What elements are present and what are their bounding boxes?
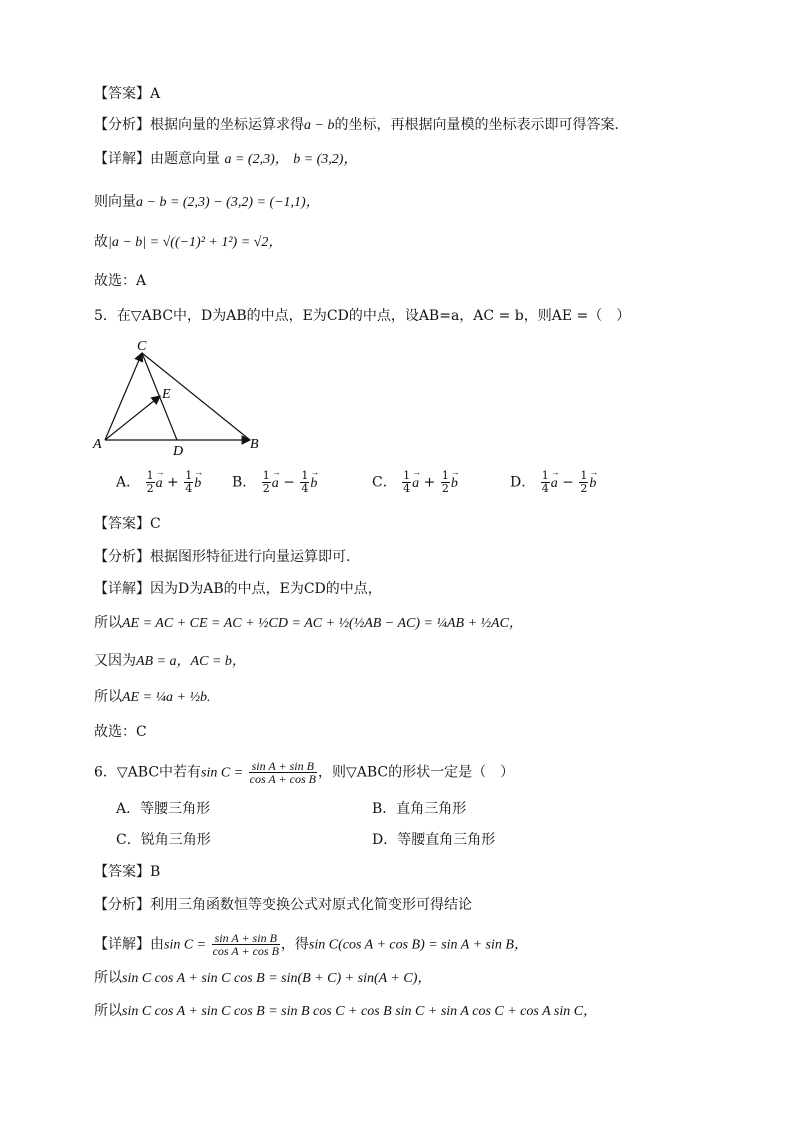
option-b[interactable] [232, 470, 317, 495]
so-text: 所以 [94, 615, 122, 631]
q4-therefore-line [94, 232, 282, 253]
so-text: 所以 [94, 970, 122, 986]
q4-then-line [94, 192, 320, 213]
stem-den: cos A + cos B [249, 772, 316, 786]
frac-den: 4 [403, 482, 411, 495]
vector-a: → a [551, 476, 558, 492]
frac-num: 1 [146, 469, 154, 482]
option-letter: C． [372, 474, 397, 491]
q6-so2-line [94, 1001, 597, 1022]
label-b: B [250, 437, 259, 452]
q6-analysis-line [94, 895, 472, 915]
detail-text: ，得 [280, 936, 309, 953]
answer-tag: 【答案】 [94, 516, 150, 532]
so-expr: sin C cos A + sin C cos B = sin(B + C) + sin(A + C)， [122, 971, 432, 986]
stem-text: 6．▽ABC中若有 [94, 764, 202, 781]
q5-so-line [94, 613, 523, 634]
detail-lhs: sin C = [164, 937, 207, 953]
triangle-diagram [90, 335, 270, 460]
analysis-text: 根据向量的坐标运算求得 [150, 117, 304, 133]
frac-den: 2 [441, 482, 449, 495]
detail-text: 因为D为AB的中点，E为CD的中点， [150, 581, 382, 597]
q4-choose-line [94, 271, 146, 291]
edge-ac [105, 353, 142, 440]
frac-den: 4 [185, 482, 193, 495]
analysis-tag: 【分析】 [94, 549, 150, 565]
stem-num: sin A + sin B [249, 760, 317, 773]
q5-detail-line [94, 579, 382, 599]
stem-text: ，则▽ABC的形状一定是（ ） [317, 764, 515, 781]
option-text: 等腰直角三角形 [397, 832, 496, 848]
operator: + [423, 474, 436, 491]
therefore-text: 故 [94, 234, 108, 250]
option-text: 锐角三角形 [140, 832, 211, 848]
q6-stem [94, 760, 514, 785]
frac-den: 4 [541, 482, 549, 495]
option-a[interactable] [116, 470, 201, 495]
detail-a: a = (2,3)， [224, 152, 289, 167]
label-d: D [173, 444, 184, 459]
vector-a: → a [272, 476, 279, 492]
q4-answer-line [94, 84, 160, 104]
q5-analysis-line [94, 547, 350, 567]
analysis-text: 的坐标，再根据向量模的坐标表示即可得答案. [334, 117, 619, 133]
edge-cb [142, 353, 250, 440]
detail-den: cos A + cos B [212, 944, 279, 958]
option-letter: D． [510, 474, 536, 491]
q5-also-line [94, 651, 246, 672]
q5-answer-line [94, 514, 161, 534]
so2-text: 所以 [94, 1003, 122, 1019]
vector-a: → a [156, 476, 163, 492]
option-letter: B． [372, 801, 397, 817]
operator: − [562, 474, 574, 491]
detail-tag: 【详解】 [94, 581, 150, 597]
frac-den: 2 [262, 482, 270, 495]
frac-num: 1 [403, 469, 411, 482]
detail-text: 由题意向量 [150, 151, 220, 167]
also-expr: AB = a，AC = b， [136, 654, 246, 669]
frac-num: 1 [185, 469, 193, 482]
so2-expr: AE = ¼a + ½b. [122, 690, 211, 705]
frac-num: 1 [541, 469, 549, 482]
option-c[interactable] [372, 470, 458, 495]
option-letter: A． [116, 474, 141, 491]
frac-den: 2 [146, 482, 154, 495]
choose-text: 故选：C [94, 724, 147, 740]
option-letter: C． [116, 832, 141, 848]
also-text: 又因为 [94, 653, 136, 669]
vector-b: → b [451, 476, 458, 492]
option-text: 直角三角形 [396, 801, 467, 817]
operator: − [283, 474, 295, 491]
so-expr: AE = AC + CE = AC + ½CD = AC + ½(½AB − AC) = ¼AB + ½AC， [122, 616, 523, 631]
label-c: C [137, 339, 147, 354]
analysis-text: 根据图形特征进行向量运算即可. [150, 549, 351, 565]
q6-so-line [94, 968, 431, 989]
choose-text: 故选：A [94, 273, 147, 289]
detail-text: 由 [150, 936, 164, 953]
q5-so2-line [94, 687, 211, 708]
analysis-tag: 【分析】 [94, 897, 150, 913]
analysis-tag: 【分析】 [94, 117, 150, 133]
detail-b: b = (3,2)， [293, 152, 358, 167]
option-d[interactable] [510, 470, 596, 495]
analysis-expr: a − b [304, 118, 335, 133]
q6-answer-line [94, 862, 160, 882]
operator: + [167, 474, 179, 491]
option-letter: D． [372, 832, 398, 848]
detail-tag: 【详解】 [94, 936, 150, 953]
answer-value: B [150, 864, 161, 880]
q5-choose-line [94, 722, 147, 742]
q5-stem [94, 306, 630, 326]
therefore-expr: |a − b| = √((−1)² + 1²) = √2， [108, 235, 283, 250]
frac-den: 2 [580, 482, 588, 495]
then-text: 则向量 [94, 194, 136, 210]
so2-text: 所以 [94, 689, 122, 705]
q6-option-a[interactable] [116, 798, 210, 818]
q4-analysis-line [94, 115, 619, 136]
q6-detail-line [94, 932, 528, 957]
option-letter: B． [232, 474, 257, 491]
label-a: A [93, 437, 102, 452]
frac-num: 1 [301, 469, 309, 482]
then-expr: a − b = (2,3) − (3,2) = (−1,1)， [136, 195, 320, 210]
vector-ae [105, 396, 160, 440]
answer-value: C [150, 516, 161, 532]
answer-value: A [150, 86, 161, 102]
q6-option-b[interactable] [372, 798, 466, 818]
vector-b: → b [194, 476, 201, 492]
detail-tag: 【详解】 [94, 151, 150, 167]
analysis-text: 利用三角函数恒等变换公式对原式化简变形可得结论 [150, 897, 472, 913]
frac-num: 1 [580, 469, 588, 482]
option-letter: A． [116, 801, 141, 817]
q6-option-d[interactable] [372, 829, 495, 849]
answer-tag: 【答案】 [94, 864, 150, 880]
q4-detail-line [94, 149, 357, 170]
label-e: E [162, 387, 171, 402]
option-text: 等腰三角形 [140, 801, 211, 817]
vector-a: → a [412, 476, 419, 492]
stem-lhs: sin C = [201, 765, 244, 781]
frac-den: 4 [301, 482, 309, 495]
vector-b: → b [589, 476, 596, 492]
detail-expr: sin C(cos A + cos B) = sin A + sin B， [308, 937, 528, 953]
vector-b: → b [310, 476, 317, 492]
so2-expr: sin C cos A + sin C cos B = sin B cos C + cos B sin C + sin A cos C + cos A sin C， [122, 1004, 598, 1019]
question-stem: 5．在▽ABC中，D为AB的中点，E为CD的中点，设AB=a，AC = b，则AE =（ ） [94, 308, 631, 324]
detail-num: sin A + sin B [212, 932, 280, 945]
q6-option-c[interactable] [116, 829, 211, 849]
answer-tag: 【答案】 [94, 86, 150, 102]
frac-num: 1 [262, 469, 270, 482]
frac-num: 1 [441, 469, 449, 482]
